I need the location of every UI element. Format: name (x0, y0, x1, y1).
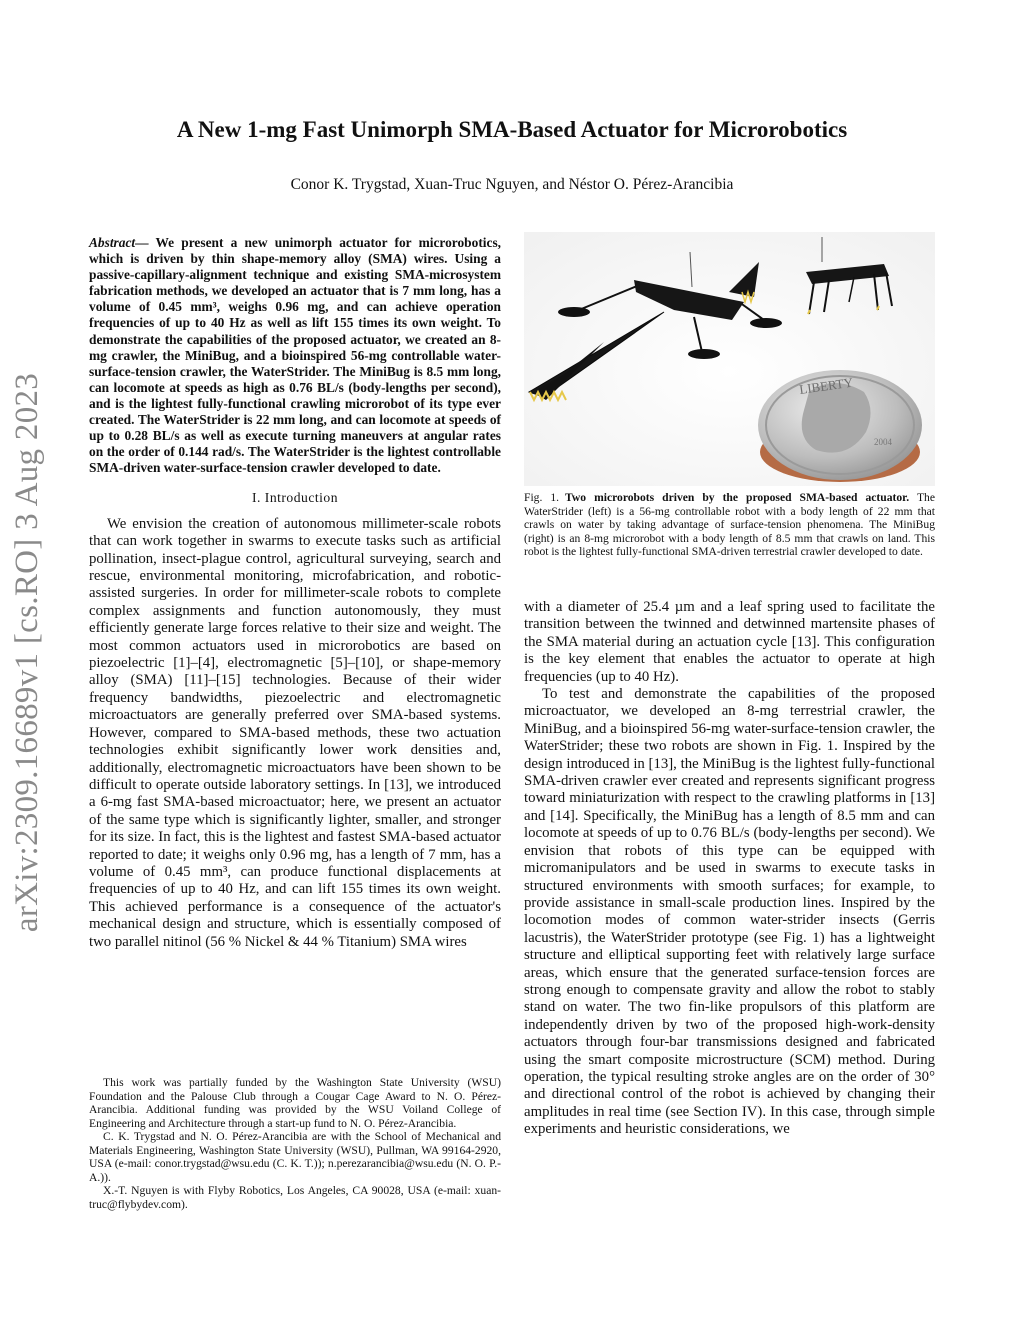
footnotes (89, 1076, 501, 1211)
paper-title: A New 1-mg Fast Unimorph SMA-Based Actuator for Microrobotics (176, 117, 848, 142)
coin-liberty-text: LIBERTY (798, 374, 855, 397)
intro-paragraph: We envision the creation of autonomous millimeter-scale robots that can work together in swarms to execute tasks such as artificial pollination, insect-plague control, agricultural surveying, search and rescue, environmental monitoring, microfabrication, and robotic-assisted surgeries. In order for millimeter-scale robots to complete complex assignments and function autonomously, they must efficiently generate large forces relative to their size and weight. The most common actuators used in microrobotics are based on piezoelectric [1]–[4], electromagnetic [5]–[10], or shape-memory alloy (SMA) [11]–[15] technologies. Because of their wider frequency bandwidths, piezoelectric and electromagnetic microactuators are generally preferred over SMA-based systems. However, compared to SMA-based methods, these two actuation technologies exhibit significantly lower work densities and, additionally, electromagnetic microactuators have been shown to be difficult to operate outside laboratory settings. In [13], we introduced a 6-mg fast SMA-based microactuator; here, we present an actuator of the same type which is significantly lighter, smaller, and stronger for its size. In fact, this is the lightest and fastest SMA-based actuator reported to date; it weighs only 0.96 mg, has a length of 7 mm, has a volume of 0.45 mm³, can produce functional displacements at frequencies of up to 40 Hz, and can lift 155 times its own weight. This achieved performance is a consequence of the actuator's mechanical design and structure, which is essentially composed of two parallel nitinol (56 % Nickel & 44 % Titanium) SMA wires (89, 515, 501, 950)
abstract (89, 235, 501, 476)
arxiv-stamp (6, 352, 50, 952)
figure-1-photo (524, 232, 935, 486)
figure-1-caption-title: Two microrobots driven by the proposed SMA-based actuator. (565, 491, 910, 504)
abstract-label: Abstract (89, 235, 136, 250)
footnote-affiliation-wsu: C. K. Trygstad and N. O. Pérez-Arancibia are with the School of Mechanical and Materials Engineering, Washington State University (WSU), Pullman, WA 99164-2920, USA (e-mail: conor.trygstad@wsu.edu (C. K. T.)); n.perezarancibia@wsu.edu (N. O. P.-A.)). (89, 1130, 501, 1184)
figure-1-label: Fig. 1. (524, 491, 560, 504)
footnote-affiliation-flyby: X.-T. Nguyen is with Flyby Robotics, Los Angeles, CA 90028, USA (e-mail: xuan-truc@flybydev.com). (89, 1184, 501, 1211)
coin-year: 2004 (874, 437, 892, 447)
footnote-funding: This work was partially funded by the Washington State University (WSU) Foundation and the Palouse Club through a Cougar Cage Award to N. O. Pérez-Arancibia. Additional funding was provided by the WSU Voiland College of Engineering and Architecture through a start-up fund to N. O. Pérez-Arancibia. (89, 1076, 501, 1130)
left-column (89, 235, 501, 951)
figure-1-caption-text: The WaterStrider (left) is a 56-mg controllable robot with a body length of 22 mm that crawls on water by taking advantage of surface-tension phenomena. The MiniBug (right) is an 8-mg microrobot with a body length of 8.5 mm that crawls on land. This robot is the lightest fully-functional SMA-driven terrestrial crawler developed to date. (524, 491, 935, 558)
robots-photo-illustration (524, 232, 935, 486)
abstract-text: — We present a new unimorph actuator for microrobotics, which is driven by thin shape-memory alloy (SMA) wires. Using a passive-capillary-alignment technique and existing SMA-microsystem fabrication methods, we developed an actuator that is 7 mm long, has a volume of 0.45 mm³, weighs 0.96 mg, and can achieve operation frequencies of up to 40 Hz as well as lift 155 times its own weight. To demonstrate the capabilities of the proposed actuator, we created an 8-mg crawler, the MiniBug, and a bioinspired 56-mg controllable water-surface-tension crawler, the WaterStrider. The MiniBug is 8.5 mm long, can locomote at speeds as high as 0.76 BL/s (body-lengths per second), and is the lightest fully-functional crawling microrobot of its type ever created. The WaterStrider is 22 mm long, and can locomote at speeds of up to 0.28 BL/s as well as execute turning maneuvers at angular rates on the order of 0.144 rad/s. The WaterStrider is the lightest controllable SMA-driven water-surface-tension crawler developed to date. (89, 235, 501, 476)
right-paragraph-2: To test and demonstrate the capabilities of the proposed microactuator, we developed an 8-mg terrestrial crawler, the MiniBug, and a bioinspired 56-mg water-surface-tension crawler, the WaterStrider; these two robots are shown in Fig. 1. Inspired by the design introduced in [13], the MiniBug is the lightest fully-functional SMA-driven crawler ever created and represents significant progress toward miniaturization with respect to the crawling platforms in [13] and [14]. Specifically, the MiniBug has a length of 8.5 mm and can locomote at speeds of up to 0.76 BL/s (body-lengths per second). We envision that robots of this type can be equipped with micromanipulators and be used in swarms to execute tasks in structured environments with smooth surfaces; for example, to provide assistance in small-scale production lines. Inspired by the locomotion modes of common water-strider insects (Gerris lacustris), the WaterStrider prototype (see Fig. 1) has a lightweight structure and elliptical supporting feet with relatively large surface areas, which ensure that the generated surface-tension forces are strong enough to compensate gravity and allow the robot to stably stand on water. The two fin-like propulsors of this platform are independently driven by two of the proposed high-work-density actuators through four-bar transmissions designed and fabricated using the smart composite microstructure (SCM) method. During operation, the typical resulting stroke angles are on the order of 30° and directional control of the robot is achieved by changing their amplitudes in real time (see Section IV). In this case, through simple experiments and heuristic considerations, we (524, 686, 935, 1138)
figure-1-caption (524, 491, 935, 559)
arxiv-id: arXiv:2309.16689v1 [cs.RO] 3 Aug 2023 (9, 372, 46, 932)
right-paragraph-1: with a diameter of 25.4 µm and a leaf spring used to facilitate the transition between the twinned and detwinned martensite phases of the SMA material during an actuation cycle [13]. This configuration is the key element that enables the actuator to operate at high frequencies (up to 40 Hz). (524, 599, 935, 685)
paper-authors: Conor K. Trygstad, Xuan-Truc Nguyen, and Néstor O. Pérez-Arancibia (290, 176, 734, 193)
section-heading-introduction: I. Introduction (251, 490, 339, 506)
right-column (524, 599, 935, 1139)
